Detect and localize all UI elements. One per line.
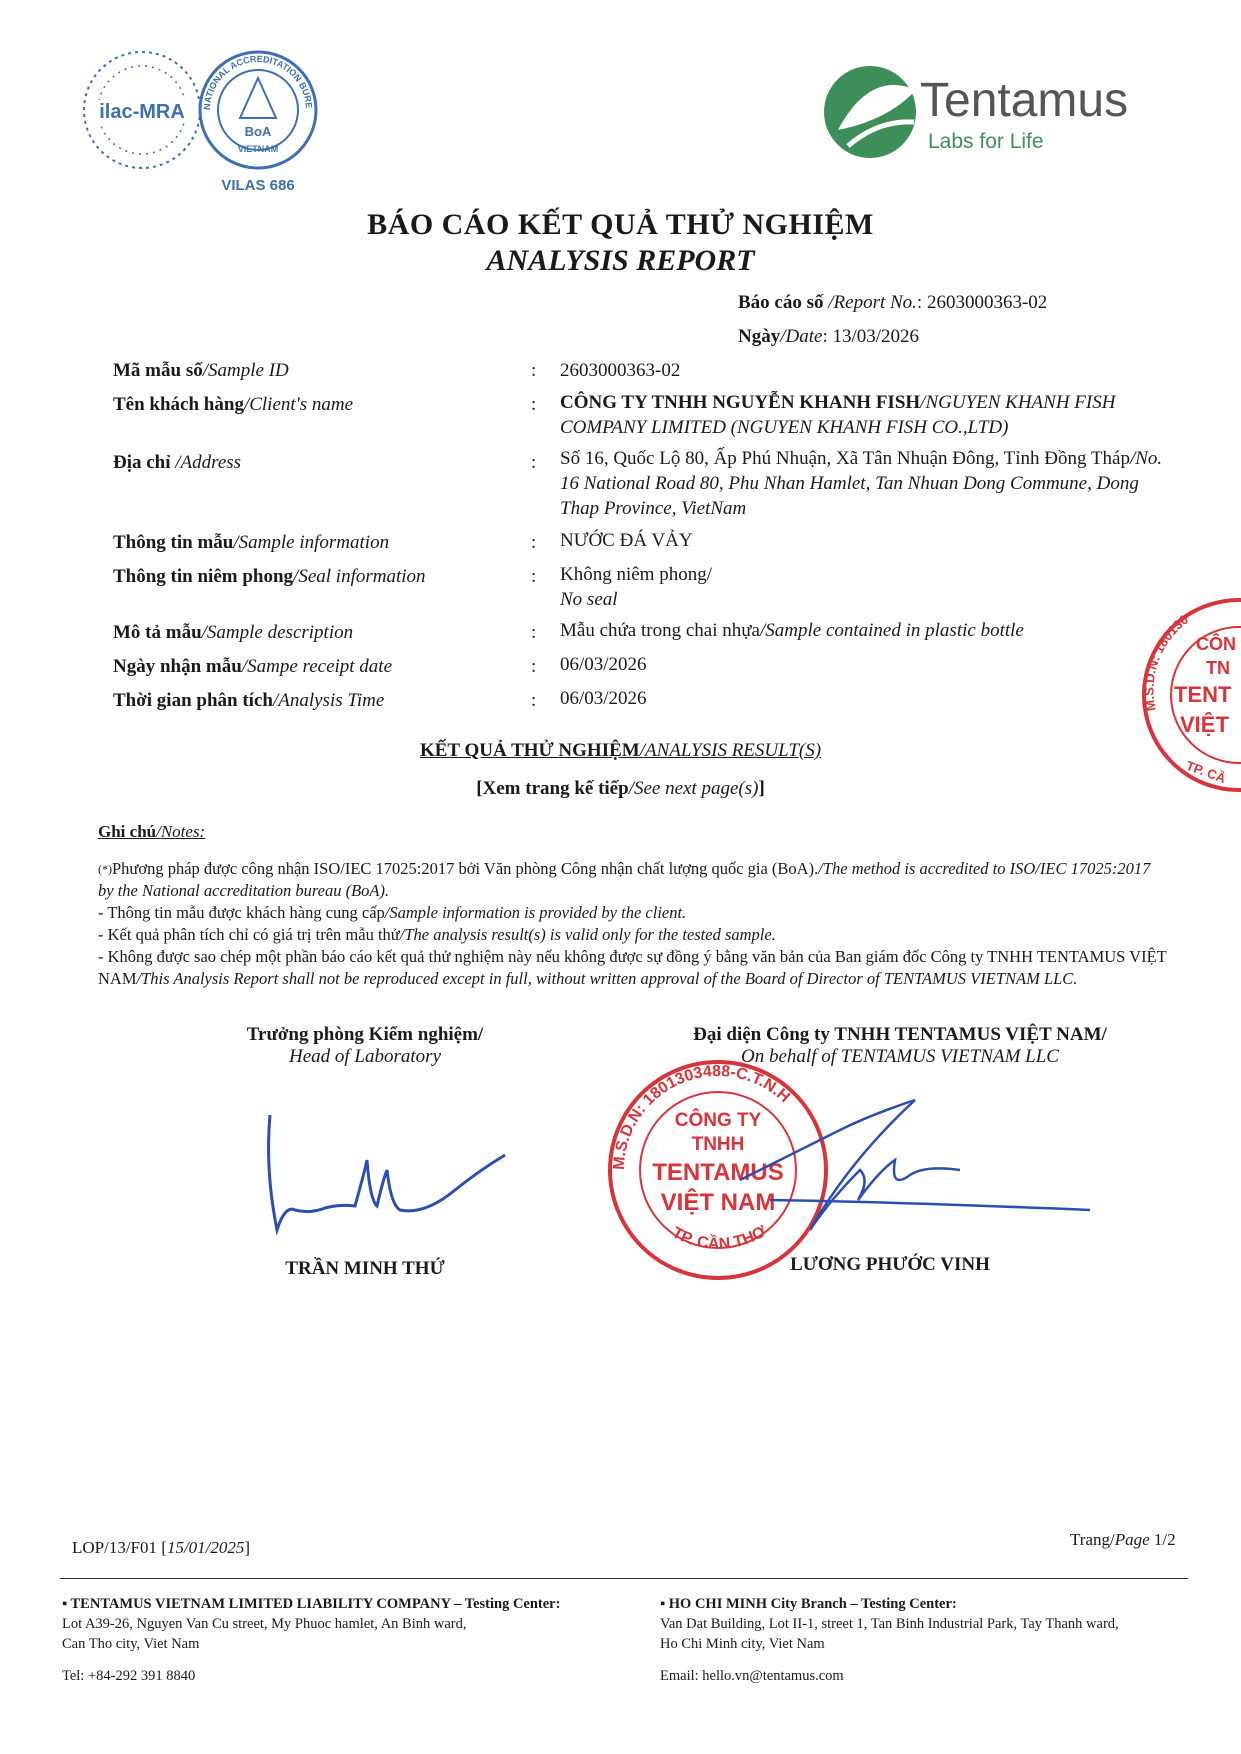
boa-center-text: BoA xyxy=(244,124,272,139)
brand-tagline: Labs for Life xyxy=(928,130,1044,153)
left-signatory-name: TRẦN MINH THỨ xyxy=(285,1258,445,1279)
see-vi: [Xem trang kế tiếp xyxy=(476,778,629,799)
stamp-line-2: TNHH xyxy=(691,1134,745,1155)
form-close: ] xyxy=(244,1538,251,1557)
stamp-ring-text: M.S.D.N: 1801303488-C.T.N.H xyxy=(610,1062,793,1171)
right-title-en: On behalf of TENTAMUS VIETNAM LLC xyxy=(741,1046,1059,1067)
note-2-en: /Sample information is provided by the client. xyxy=(384,903,687,922)
accreditation-logos xyxy=(80,48,360,198)
note-3-en: /The analysis result(s) is valid only for the tested sample. xyxy=(399,925,776,944)
results-heading-en: /ANALYSIS RESULT(S) xyxy=(639,740,822,761)
label-vi: Mã mẫu số xyxy=(113,360,203,381)
label-en: /Client's name xyxy=(243,394,354,415)
footer-left-head: ▪ TENTAMUS VIETNAM LIMITED LIABILITY COMPANY – Testing Center: xyxy=(62,1596,561,1612)
footer-left-addr2: Can Tho city, Viet Nam xyxy=(62,1636,200,1652)
field-label-analysis-time xyxy=(113,690,533,712)
description-en: /Sample contained in plastic bottle xyxy=(759,620,1024,641)
results-heading-vi: KẾT QUẢ THỬ NGHIỆM xyxy=(419,740,640,761)
label-vi: Thông tin mẫu xyxy=(113,532,234,553)
side-line-3: TENT xyxy=(1174,682,1232,707)
field-value-sample-description xyxy=(560,618,1170,643)
notes-heading xyxy=(98,822,205,842)
date-label-vi: Ngày xyxy=(738,326,781,347)
label-vi: Thời gian phân tích xyxy=(113,690,273,711)
field-value-address xyxy=(560,446,1170,521)
stamp-line-4: VIỆT NAM xyxy=(660,1189,776,1216)
note-1 xyxy=(98,858,1168,902)
colon: : xyxy=(531,532,537,553)
tentamus-leaf-icon xyxy=(818,60,1178,170)
footer-right-head: ▪ HO CHI MINH City Branch – Testing Center: xyxy=(660,1596,957,1612)
field-label-sample-description xyxy=(113,622,533,644)
label-vi: Ngày nhận mẫu xyxy=(113,656,242,677)
field-label-sample-id xyxy=(113,360,533,382)
field-label-sample-info xyxy=(113,532,533,554)
field-value-client-name xyxy=(560,390,1170,440)
side-stamp xyxy=(1134,590,1241,800)
client-name-en: /NGUYEN KHANH FISH COMPANY LIMITED (NGUYEN KHANH FISH CO.,LTD) xyxy=(560,392,1116,438)
colon: : xyxy=(531,452,537,473)
label-en: /Sample description xyxy=(201,622,354,643)
date-label-en: /Date xyxy=(780,326,823,347)
left-signatory-title xyxy=(190,1024,540,1068)
report-label-en: /Report No. xyxy=(823,292,917,313)
field-value-sample-info: NƯỚC ĐÁ VẢY xyxy=(560,530,693,551)
label-en: /Sampe receipt date xyxy=(241,656,393,677)
footer-right-addr2: Ho Chi Minh city, Viet Nam xyxy=(660,1636,825,1652)
side-ring-text: M.S.D.N: 180130 xyxy=(1141,611,1192,713)
note-1-en: /The method is accredited to ISO/IEC 17025:2017 by the National accreditation bureau (BoA). xyxy=(98,859,1151,900)
label-en: /Analysis Time xyxy=(272,690,385,711)
seal-en: No seal xyxy=(560,589,618,610)
form-code-text: LOP/13/F01 [ xyxy=(72,1538,167,1557)
left-signature-icon xyxy=(255,1110,515,1240)
date-value: : 13/03/2026 xyxy=(822,326,920,347)
left-title-en: Head of Laboratory xyxy=(289,1046,441,1067)
right-signature-icon xyxy=(720,1090,1100,1240)
label-en: /Sample information xyxy=(233,532,390,553)
colon: : xyxy=(531,690,537,711)
label-vi: Địa chỉ xyxy=(113,452,171,473)
footer-left-tel: Tel: +84-292 391 8840 xyxy=(62,1668,196,1684)
label-en: /Sample ID xyxy=(202,360,289,381)
label-en: /Seal information xyxy=(293,566,426,587)
field-label-seal-info xyxy=(113,566,533,588)
footer-right xyxy=(660,1594,1200,1686)
stamp-line-3: TENTAMUS xyxy=(652,1159,784,1186)
results-heading xyxy=(0,740,1241,762)
colon: : xyxy=(531,394,537,415)
brand-name: Tentamus xyxy=(920,74,1129,127)
field-value-receipt-date: 06/03/2026 xyxy=(560,654,647,675)
report-title-en: ANALYSIS REPORT xyxy=(486,244,755,277)
note-mark: (*) xyxy=(98,862,112,876)
field-value-analysis-time: 06/03/2026 xyxy=(560,688,647,709)
boa-ring-text: NATIONAL ACCREDITATION BURE xyxy=(201,53,315,111)
footer-divider xyxy=(60,1578,1188,1579)
address-en: /No. 16 National Road 80, Phu Nhan Hamlet, Tan Nhuan Dong Commune, Dong Thap Province, VietNam xyxy=(560,448,1163,519)
notes-list xyxy=(98,858,1168,990)
note-4 xyxy=(98,946,1168,990)
field-value-seal-info xyxy=(560,562,1170,612)
address-vi: Số 16, Quốc Lộ 80, Ấp Phú Nhuận, Xã Tân Nhuận Đông, Tỉnh Đồng Tháp xyxy=(560,448,1130,469)
description-vi: Mẫu chứa trong chai nhựa xyxy=(560,620,760,641)
note-3-vi: - Kết quả phân tích chỉ có giá trị trên mẫu thử xyxy=(98,925,400,944)
right-signatory-name: LƯƠNG PHƯỚC VINH xyxy=(790,1254,990,1275)
side-line-1: CÔN xyxy=(1196,634,1236,654)
see-close: ] xyxy=(758,778,765,799)
label-vi: Tên khách hàng xyxy=(113,394,244,415)
stamp-ring-bottom: TP. CẦN THƠ xyxy=(669,1222,770,1253)
report-date xyxy=(738,326,919,348)
label-vi: Thông tin niêm phong xyxy=(113,566,294,587)
field-label-client-name xyxy=(113,394,533,416)
field-label-receipt-date xyxy=(113,656,533,678)
note-2 xyxy=(98,902,1168,924)
ilac-text: ilac-MRA xyxy=(99,101,185,123)
note-3 xyxy=(98,924,1168,946)
vilas-text: VILAS 686 xyxy=(221,177,295,194)
tentamus-logo xyxy=(818,60,1178,170)
page-num: 1/2 xyxy=(1149,1530,1176,1549)
footer-right-email: Email: hello.vn@tentamus.com xyxy=(660,1668,844,1684)
footer-left xyxy=(62,1594,662,1686)
report-no-value: : 2603000363-02 xyxy=(916,292,1048,313)
report-label-vi: Báo cáo số xyxy=(738,292,824,313)
colon: : xyxy=(531,622,537,643)
notes-heading-vi: Ghi chú xyxy=(98,822,157,841)
see-next-page xyxy=(0,778,1241,800)
label-vi: Mô tả mẫu xyxy=(113,622,202,643)
label-en: /Address xyxy=(170,452,242,473)
form-code xyxy=(72,1538,250,1558)
colon: : xyxy=(531,656,537,677)
footer-left-addr1: Lot A39-26, Nguyen Van Cu street, My Phuoc hamlet, An Binh ward, xyxy=(62,1616,467,1632)
seal-vi: Không niêm phong/ xyxy=(560,564,712,585)
side-stamp-icon xyxy=(1134,590,1241,800)
stamp-line-1: CÔNG TY xyxy=(674,1110,762,1131)
form-date: 15/01/2025 xyxy=(166,1538,245,1557)
see-en: /See next page(s) xyxy=(628,778,759,799)
page-number xyxy=(1070,1530,1176,1550)
page-vi: Trang/ xyxy=(1070,1530,1115,1549)
field-label-address xyxy=(113,452,533,474)
footer-right-addr1: Van Dat Building, Lot II-1, street 1, Tan Binh Industrial Park, Tay Thanh ward, xyxy=(660,1616,1119,1632)
colon: : xyxy=(531,566,537,587)
right-title-vi: Đại diện Công ty TNHH TENTAMUS VIỆT NAM/ xyxy=(693,1024,1107,1045)
client-name-vi: CÔNG TY TNHH NGUYỄN KHANH FISH xyxy=(560,392,921,413)
ilac-boa-logo-icon xyxy=(80,48,360,198)
field-value-sample-id: 2603000363-02 xyxy=(560,360,681,381)
side-bottom: TP. CẦ xyxy=(1184,757,1228,786)
note-4-vi: - Không được sao chép một phần báo cáo kết quả thử nghiệm này nếu không được sự đồng ý bằng văn bản của Ban giám đốc Công ty TNHH TENTAMUS VIỆT NAM xyxy=(98,947,1167,988)
notes-heading-en: /Notes: xyxy=(156,822,206,841)
note-2-vi: - Thông tin mẫu được khách hàng cung cấp xyxy=(98,903,385,922)
page-en: Page xyxy=(1114,1530,1150,1549)
report-number xyxy=(738,292,1047,314)
side-line-4: VIỆT xyxy=(1180,712,1229,737)
report-title-vi: BÁO CÁO KẾT QUẢ THỬ NGHIỆM xyxy=(367,208,874,241)
left-title-vi: Trưởng phòng Kiểm nghiệm/ xyxy=(246,1024,484,1045)
note-1-vi: Phương pháp được công nhận ISO/IEC 17025:2017 bởi Văn phòng Công nhận chất lượng quốc gia (BoA). xyxy=(112,859,819,878)
colon: : xyxy=(531,360,537,381)
side-line-2: TN xyxy=(1206,658,1230,678)
note-4-en: /This Analysis Report shall not be reproduced except in full, without written approval of the Board of Director of TENTAMUS VIETNAM LLC. xyxy=(136,969,1078,988)
boa-country-text: VIETNAM xyxy=(237,144,279,154)
